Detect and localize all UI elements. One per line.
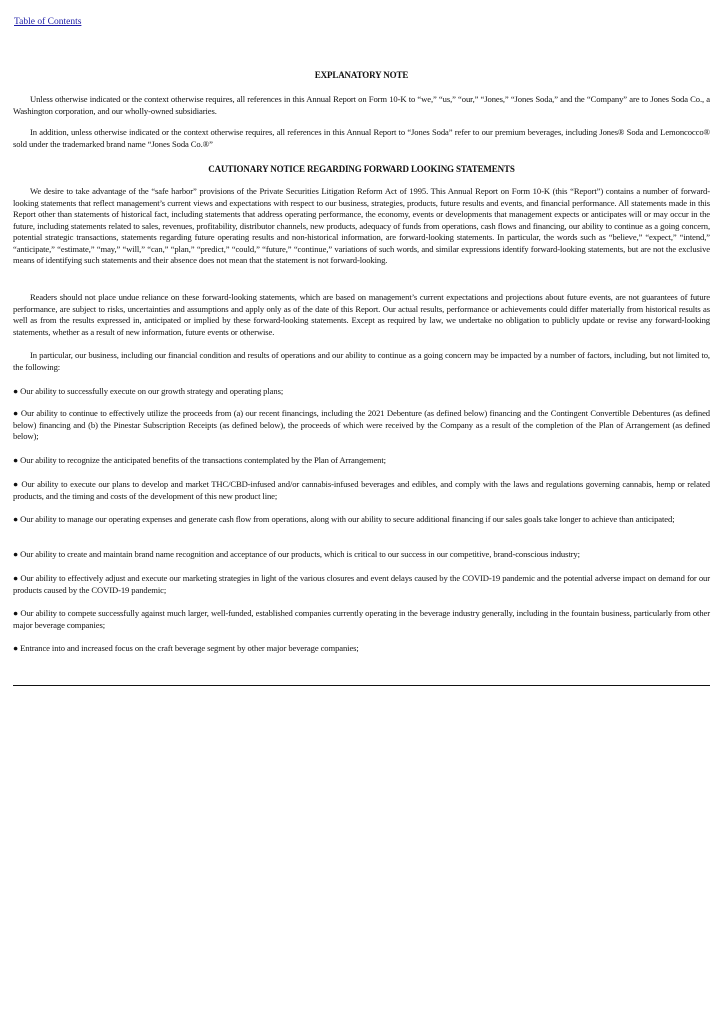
cautionary-paragraph-1: We desire to take advantage of the “safe harbor” provisions of the Private Securities Litigation Reform Act of 1995. This Annual Report on Form 10-K (this “Report”) contains a number of forward-looking statements that reflect management’s current views and expectations with respect to our business, strategies, products, future results and events, and financial performance. All statements made in this Report other than statements of historical fact, including statements that address operating performance, the economy, events or developments that management expects or anticipates will or may occur in the future, including statements related to sales, revenues, profitability, distributor channels, new products, adequacy of funds from operations, cash flows and financing, our ability to continue as a going concern, potential strategic transactions, statements regarding future operating results and non-historical information, are forward-looking statements. In particular, the words such as “believe,” “expect,” “intend,” “anticipate,” “estimate,” “may,” “will,” “can,” “plan,” “predict,” “could,” “future,” “continue,” variations of such words, and similar expressions identify forward-looking statements, but are not the exclusive means of identifying such statements and their absence does not mean that the statement is not forward-looking.: [13, 186, 710, 265]
cautionary-notice-heading: CAUTIONARY NOTICE REGARDING FORWARD LOOKING STATEMENTS: [208, 164, 515, 174]
bullet-item: ● Our ability to execute our plans to develop and market THC/CBD-infused and/or cannabis-infused beverages and edibles, and comply with the laws and regulations governing cannabis, hemp or related products, and the timing and costs of the development of this new product line;: [13, 479, 710, 501]
explanatory-note-heading: EXPLANATORY NOTE: [314, 70, 409, 80]
bullet-item: ● Our ability to continue to effectively utilize the proceeds from (a) our recent financings, including the 2021 Debenture (as defined below) financing and the Contingent Convertible Debentures (as defined below) financing and (b) the Pinestar Subscription Receipts (as defined below), the proceeds of which were received by the Company as a result of the completion of the Plan of Arrangement (as defined below);: [13, 408, 710, 441]
bullet-item: ● Our ability to manage our operating expenses and generate cash flow from operations, along with our ability to secure additional financing if our sales goals take longer to achieve than anticipated;: [13, 514, 675, 524]
page-divider: [13, 685, 710, 686]
cautionary-paragraph-3: In particular, our business, including our financial condition and results of operations and our ability to continue as a going concern may be impacted by a number of factors, including, but not limited to, the following:: [13, 350, 710, 372]
bullet-item: ● Our ability to compete successfully against much larger, well-funded, established companies currently operating in the beverage industry generally, including in the fountain business, particularly from other major beverage companies;: [13, 608, 710, 630]
bullet-item: ● Entrance into and increased focus on the craft beverage segment by other major beverage companies;: [13, 643, 359, 653]
explanatory-paragraph-1: Unless otherwise indicated or the context otherwise requires, all references in this Annual Report on Form 10-K to “we,” “us,” “our,” “Jones,” “Jones Soda,” and the “Company” are to Jones Soda Co., a Washington corporation, and our wholly-owned subsidiaries.: [13, 94, 710, 116]
table-of-contents-link[interactable]: Table of Contents: [14, 17, 82, 27]
bullet-item: ● Our ability to create and maintain brand name recognition and acceptance of our products, which is critical to our success in our competitive, brand-conscious industry;: [13, 549, 580, 559]
bullet-item: ● Our ability to successfully execute on our growth strategy and operating plans;: [13, 386, 284, 396]
explanatory-paragraph-2: In addition, unless otherwise indicated or the context otherwise requires, all references in this Annual Report to “Jones Soda” refer to our premium beverages, including Jones® Soda and Lemoncocco® sold under the trademarked brand name “Jones Soda Co.®”: [13, 127, 710, 149]
cautionary-paragraph-2: Readers should not place undue reliance on these forward-looking statements, which are based on management’s current expectations and projections about future events, are not guarantees of future performance, are subject to risks, uncertainties and assumptions and apply only as of the date of this Report. Our actual results, performance or achievements could differ materially from historical results as well as from the results expressed in, anticipated or implied by these forward-looking statements. Except as required by law, we undertake no obligation to publicly update or revise any forward-looking statements, whether as a result of new information, future events or otherwise.: [13, 292, 710, 337]
bullet-item: ● Our ability to recognize the anticipated benefits of the transactions contemplated by the Plan of Arrangement;: [13, 455, 386, 465]
bullet-item: ● Our ability to effectively adjust and execute our marketing strategies in light of the various closures and event delays caused by the COVID-19 pandemic and the potential adverse impact on demand for our products caused by the COVID-19 pandemic;: [13, 573, 710, 595]
